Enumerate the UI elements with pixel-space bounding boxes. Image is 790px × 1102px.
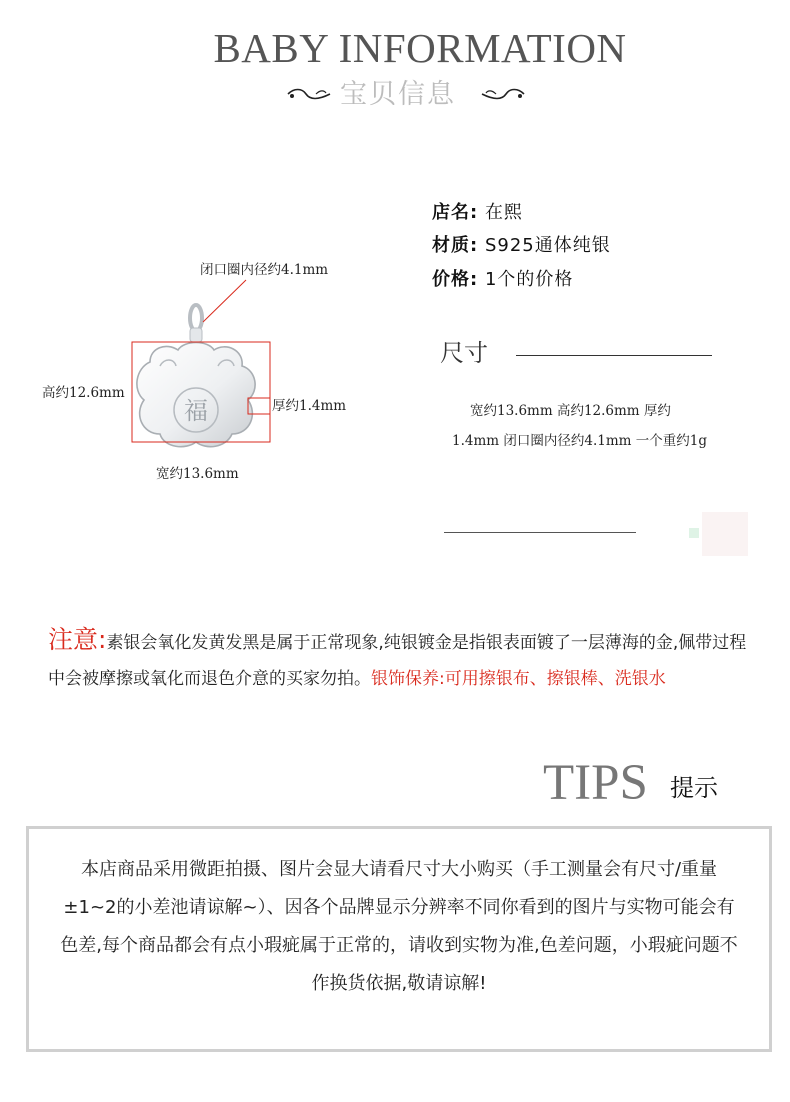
size-section-title: 尺寸	[440, 339, 488, 367]
store-label: 店名:	[432, 202, 479, 223]
store-row	[432, 204, 523, 222]
tips-box	[26, 826, 772, 1052]
page-title: BABY INFORMATION	[213, 25, 627, 71]
size-bottom-divider	[444, 532, 636, 533]
ring-diameter-label: 闭口圈内径约4.1mm	[200, 262, 329, 278]
charm-character: 福	[184, 397, 208, 425]
material-row	[432, 237, 611, 255]
size-divider	[516, 355, 712, 356]
thickness-label: 厚约1.4mm	[272, 398, 347, 414]
notice-heading: 注意:	[48, 625, 107, 654]
notice-paragraph	[48, 622, 760, 697]
material-label: 材质:	[432, 235, 479, 256]
decorative-box	[702, 512, 748, 556]
price-label: 价格:	[432, 269, 479, 290]
right-flourish-icon	[480, 85, 526, 103]
price-value: 1个的价格	[484, 269, 574, 290]
care-note: 银饰保养:可用擦银布、擦银棒、洗银水	[371, 669, 666, 689]
price-row	[432, 271, 573, 289]
tips-title: TIPS	[543, 755, 648, 811]
tips-body: 本店商品采用微距拍摄、图片会显大请看尺寸大小购买（手工测量会有尺寸/重量±1~2的小差池请谅解~）、因各个品牌显示分辨率不同你看到的图片与实物可能会有色差,每个商品都会有点小瑕疵属于正常的，请收到实物为准,色差问题，小瑕疵问题不作换货依据,敬请谅解!	[60, 859, 738, 994]
height-label: 高约12.6mm	[42, 385, 125, 401]
size-description: 宽约13.6mm 高约12.6mm 厚约1.4mm 闭口圈内径约4.1mm 一个重约1g	[452, 403, 707, 449]
width-label: 宽约13.6mm	[156, 466, 239, 482]
tips-subtitle: 提示	[670, 774, 718, 802]
material-value: S925通体纯银	[484, 235, 611, 256]
store-value: 在熙	[484, 202, 523, 223]
page-subtitle: 宝贝信息	[340, 79, 456, 110]
product-diagram	[0, 250, 400, 510]
decorative-swatch	[689, 528, 699, 538]
notice-body: 素银会氧化发黄发黑是属于正常现象,纯银镀金是指银表面镀了一层薄海的金,佩带过程中会被摩擦或氧化而退色介意的买家勿拍。	[48, 633, 747, 689]
